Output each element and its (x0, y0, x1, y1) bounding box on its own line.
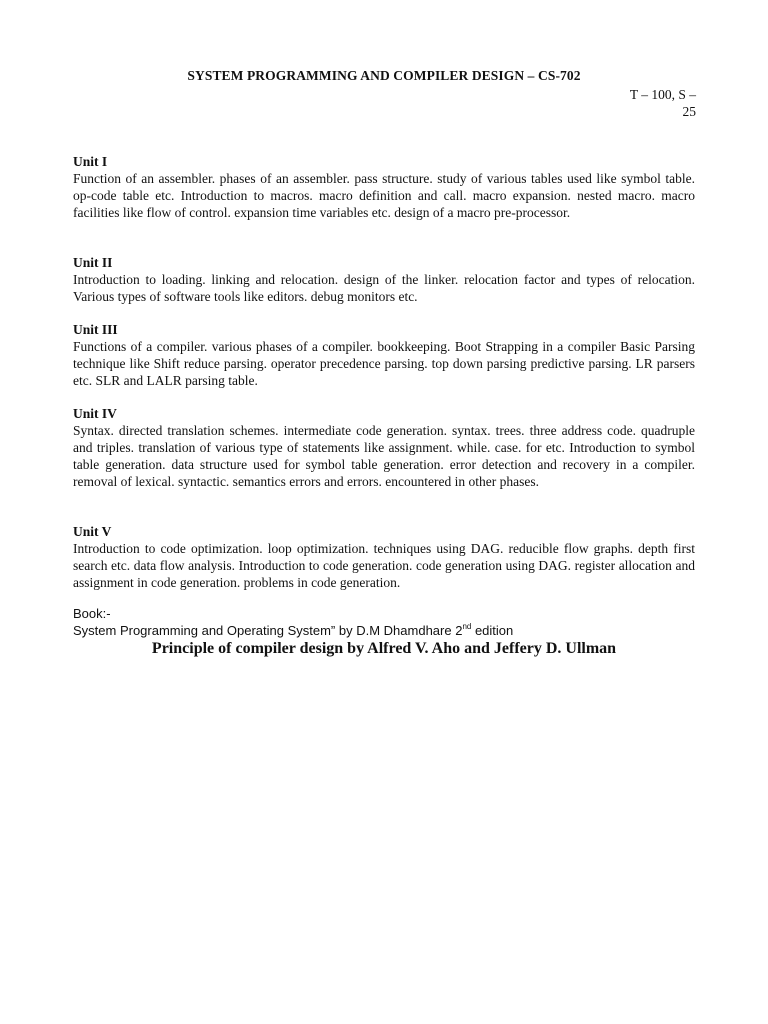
unit-1 (73, 153, 695, 221)
unit-heading: Unit IV (73, 406, 117, 421)
book-1-superscript: nd (462, 622, 472, 631)
unit-body: Functions of a compiler. various phases of a compiler. bookkeeping. Boot Strapping in a compiler Basic Parsing technique like Shift reduce parsing. operator precedence parsing. top down parsing predictive parsing. LR parsers etc. SLR and LALR parsing table. (73, 339, 695, 388)
unit-body: Introduction to code optimization. loop optimization. techniques using DAG. reducible flow graphs. depth first search etc. data flow analysis. Introduction to code generation. code generation using DAG. register allocation and assignment in code generation. problems in code generation. (73, 541, 695, 590)
marks-line-2: 25 (682, 104, 696, 119)
unit-heading: Unit V (73, 524, 112, 539)
unit-body: Function of an assembler. phases of an assembler. pass structure. study of various tables used like symbol table. op-code table etc. Introduction to macros. macro definition and call. macro expansion. nested macro. macro facilities like flow of control. expansion time variables etc. design of a macro pre-processor. (73, 171, 695, 220)
document-title: SYSTEM PROGRAMMING AND COMPILER DESIGN – CS-702 (187, 68, 581, 83)
unit-5 (73, 523, 695, 591)
marks-line-1: T – 100, S – (629, 87, 696, 102)
unit-body: Introduction to loading. linking and relocation. design of the linker. relocation factor and types of relocation. Various types of software tools like editors. debug monitors etc. (73, 272, 695, 304)
unit-4 (73, 405, 695, 490)
book-reference-2: Principle of compiler design by Alfred V. Aho and Jeffery D. Ullman (151, 640, 617, 657)
books-label: Book:- (73, 606, 111, 621)
unit-heading: Unit III (73, 322, 118, 337)
books-section (73, 605, 695, 639)
book-1-text: System Programming and Operating System” by D.M Dhamdhare 2 (73, 623, 463, 638)
unit-body: Syntax. directed translation schemes. intermediate code generation. syntax. trees. three address code. quadruple and triples. translation of various type of statements like assignment. while. case. for etc. Introduction to symbol table generation. data structure used for symbol table generation. error detection and recovery in a compiler. removal of lexical. syntactic. semantics errors and errors. encountered in other phases. (73, 423, 695, 489)
unit-heading: Unit I (73, 154, 108, 169)
book-1-suffix: edition (471, 623, 514, 638)
unit-heading: Unit II (73, 255, 113, 270)
marks-info (596, 86, 696, 120)
book-reference-1 (73, 622, 695, 639)
unit-3 (73, 321, 695, 389)
unit-2 (73, 254, 695, 305)
